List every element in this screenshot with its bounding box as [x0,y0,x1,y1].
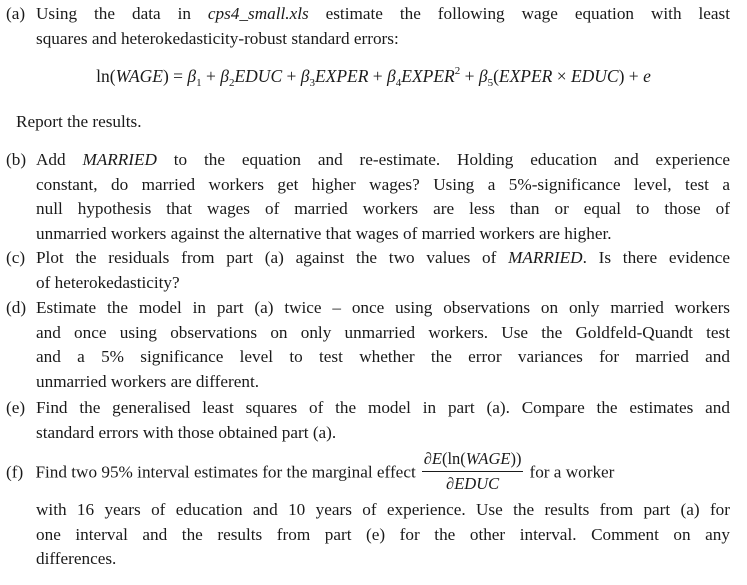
part-e-line-1: Find the generalised least squares of the model in part (a). Compare the estimates and [36,398,730,417]
part-f-continuation [6,498,730,572]
part-f-after: for a worker [529,462,615,482]
part-c-line-1: Plot the residuals from part (a) against the two values of MARRIED. Is there evidence [36,248,730,267]
part-b-line-2: constant, do married workers get higher wages? Using a 5%-significance level, test a [36,174,730,194]
part-d [6,296,730,394]
fraction-numerator: ∂E(ln(WAGE)) [422,448,524,472]
part-e-line-2: standard errors with those obtained part (a). [36,422,337,442]
part-a-label: (a) [6,4,26,23]
part-c-label: (c) [6,248,26,267]
part-d-label: (d) [6,298,27,317]
part-d-line-4: unmarried workers are different. [36,371,260,391]
report-results: Report the results. [16,112,142,131]
part-f-line-2: with 16 years of education and 10 years of experience. Use the results from part (a) for [36,500,730,519]
part-b-line-1: Add MARRIED to the equation and re-estimate. Holding education and experience [36,150,730,169]
part-b-line-3: null hypothesis that wages of married workers are less than or equal to those of [36,199,730,219]
part-e [6,396,730,445]
part-a-line-1: Using the data in cps4_small.xls estimate the following wage equation with least [36,4,731,23]
part-a [6,2,730,51]
part-d-line-1: Estimate the model in part (a) twice – once using observations on only married workers [36,298,730,317]
part-f-line-4: differences. [36,549,117,569]
part-b-label: (b) [6,150,27,169]
part-d-line-3: and a 5% significance level to test whether the error variances for married and [36,347,730,367]
part-c-line-2: of heterokedasticity? [36,272,180,292]
part-f-first-line [6,450,730,497]
part-c [6,246,730,295]
part-f-label: (f) [6,462,24,482]
part-b [6,148,730,246]
part-f-intro: Find two 95% interval estimates for the marginal effect [35,462,416,482]
wage-equation: ln(WAGE) = $\beta_1$ + $\beta_2EDUC$ + $\beta_3EXPER$ + $\beta_4EXPER^2$ + $\beta_5(EXPER$ × EDUC) + e [96,65,651,89]
marginal-effect-fraction [422,448,524,495]
part-b-line-4: unmarried workers against the alternative that wages of married workers are higher. [36,223,612,243]
part-a-line-2: squares and heterokedasticity-robust standard errors: [36,28,399,48]
fraction-denominator: ∂EDUC [446,474,500,493]
part-f-line-3: one interval and the results from part (e) for the other interval. Comment on any [36,524,730,544]
part-e-label: (e) [6,398,26,417]
part-d-line-2: and once using observations on only unmarried workers. Use the Goldfeld-Quandt test [36,322,730,342]
